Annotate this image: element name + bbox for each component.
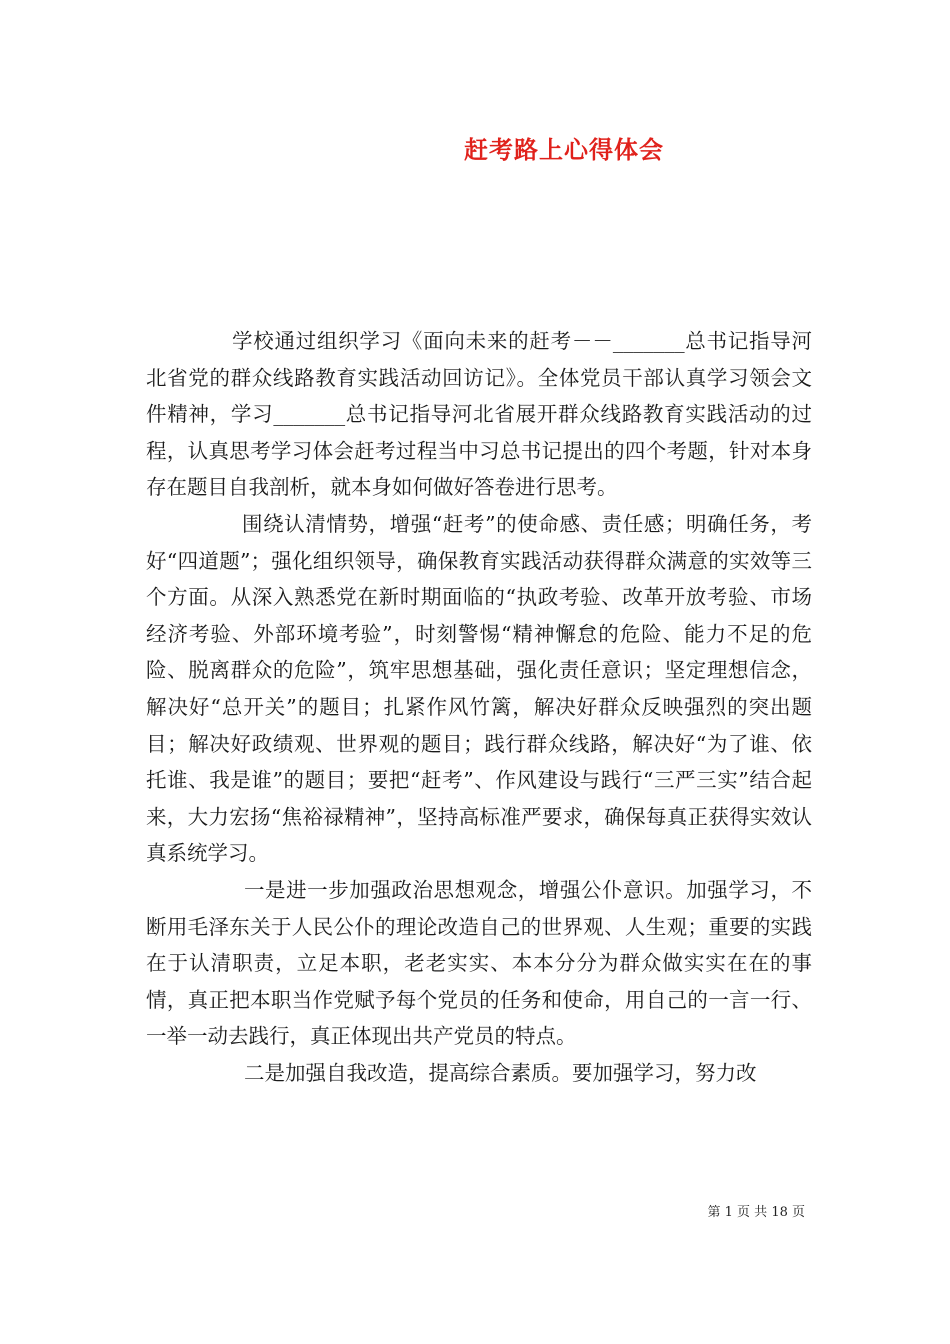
document-body [146, 323, 812, 1091]
paragraph-point-two: 二是加强自我改造，提高综合素质。要加强学习，努力改 [244, 1060, 757, 1085]
paragraph-intro: 学校通过组织学习《面向未来的赶考－－_______总书记指导河北省党的群众线路教育实践活动回访记》。全体党员干部认真学习领会文件精神，学习_______总书记指导河北省展开群众线路教育实践活动的过程，认真思考学习体会赶考过程当中习总书记提出的四个考题，针对本身存在题目自我剖析，就本身如何做好答卷进行思考。 [146, 329, 812, 500]
document-title: 赶考路上心得体会 [464, 135, 664, 164]
paragraph-point-one: 一是进一步加强政治思想观念，增强公仆意识。加强学习，不断用毛泽东关于人民公仆的理论改造自己的世界观、人生观；重要的实践在于认清职责，立足本职，老老实实、本本分分为群众做实实在在的事情，真正把本职当作党赋予每个党员的任务和使命，用自己的一言一行、一举一动去践行，真正体现出共产党员的特点。 [146, 877, 812, 1049]
page-number-footer: 第 1 页 共 18 页 [707, 1205, 805, 1220]
paragraph-overview: 围绕认清情势，增强“赶考”的使命感、责任感；明确任务，考好“四道题”；强化组织领导，确保教育实践活动获得群众满意的实效等三个方面。从深入熟悉党在新时期面临的“执政考验、改革开放考验、市场经济考验、外部环境考验”，时刻警惕“精神懈怠的危险、能力不足的危险、脱离群众的危险”，筑牢思想基础，强化责任意识；坚定理想信念，解决好“总开关”的题目；扎紧作风竹篱，解决好群众反映强烈的突出题目；解决好政绩观、世界观的题目；践行群众线路，解决好“为了谁、依托谁、我是谁”的题目；要把“赶考”、作风建设与践行“三严三实”结合起来，大力宏扬“焦裕禄精神”，坚持高标准严要求，确保每真正获得实效认真系统学习。 [146, 511, 812, 866]
